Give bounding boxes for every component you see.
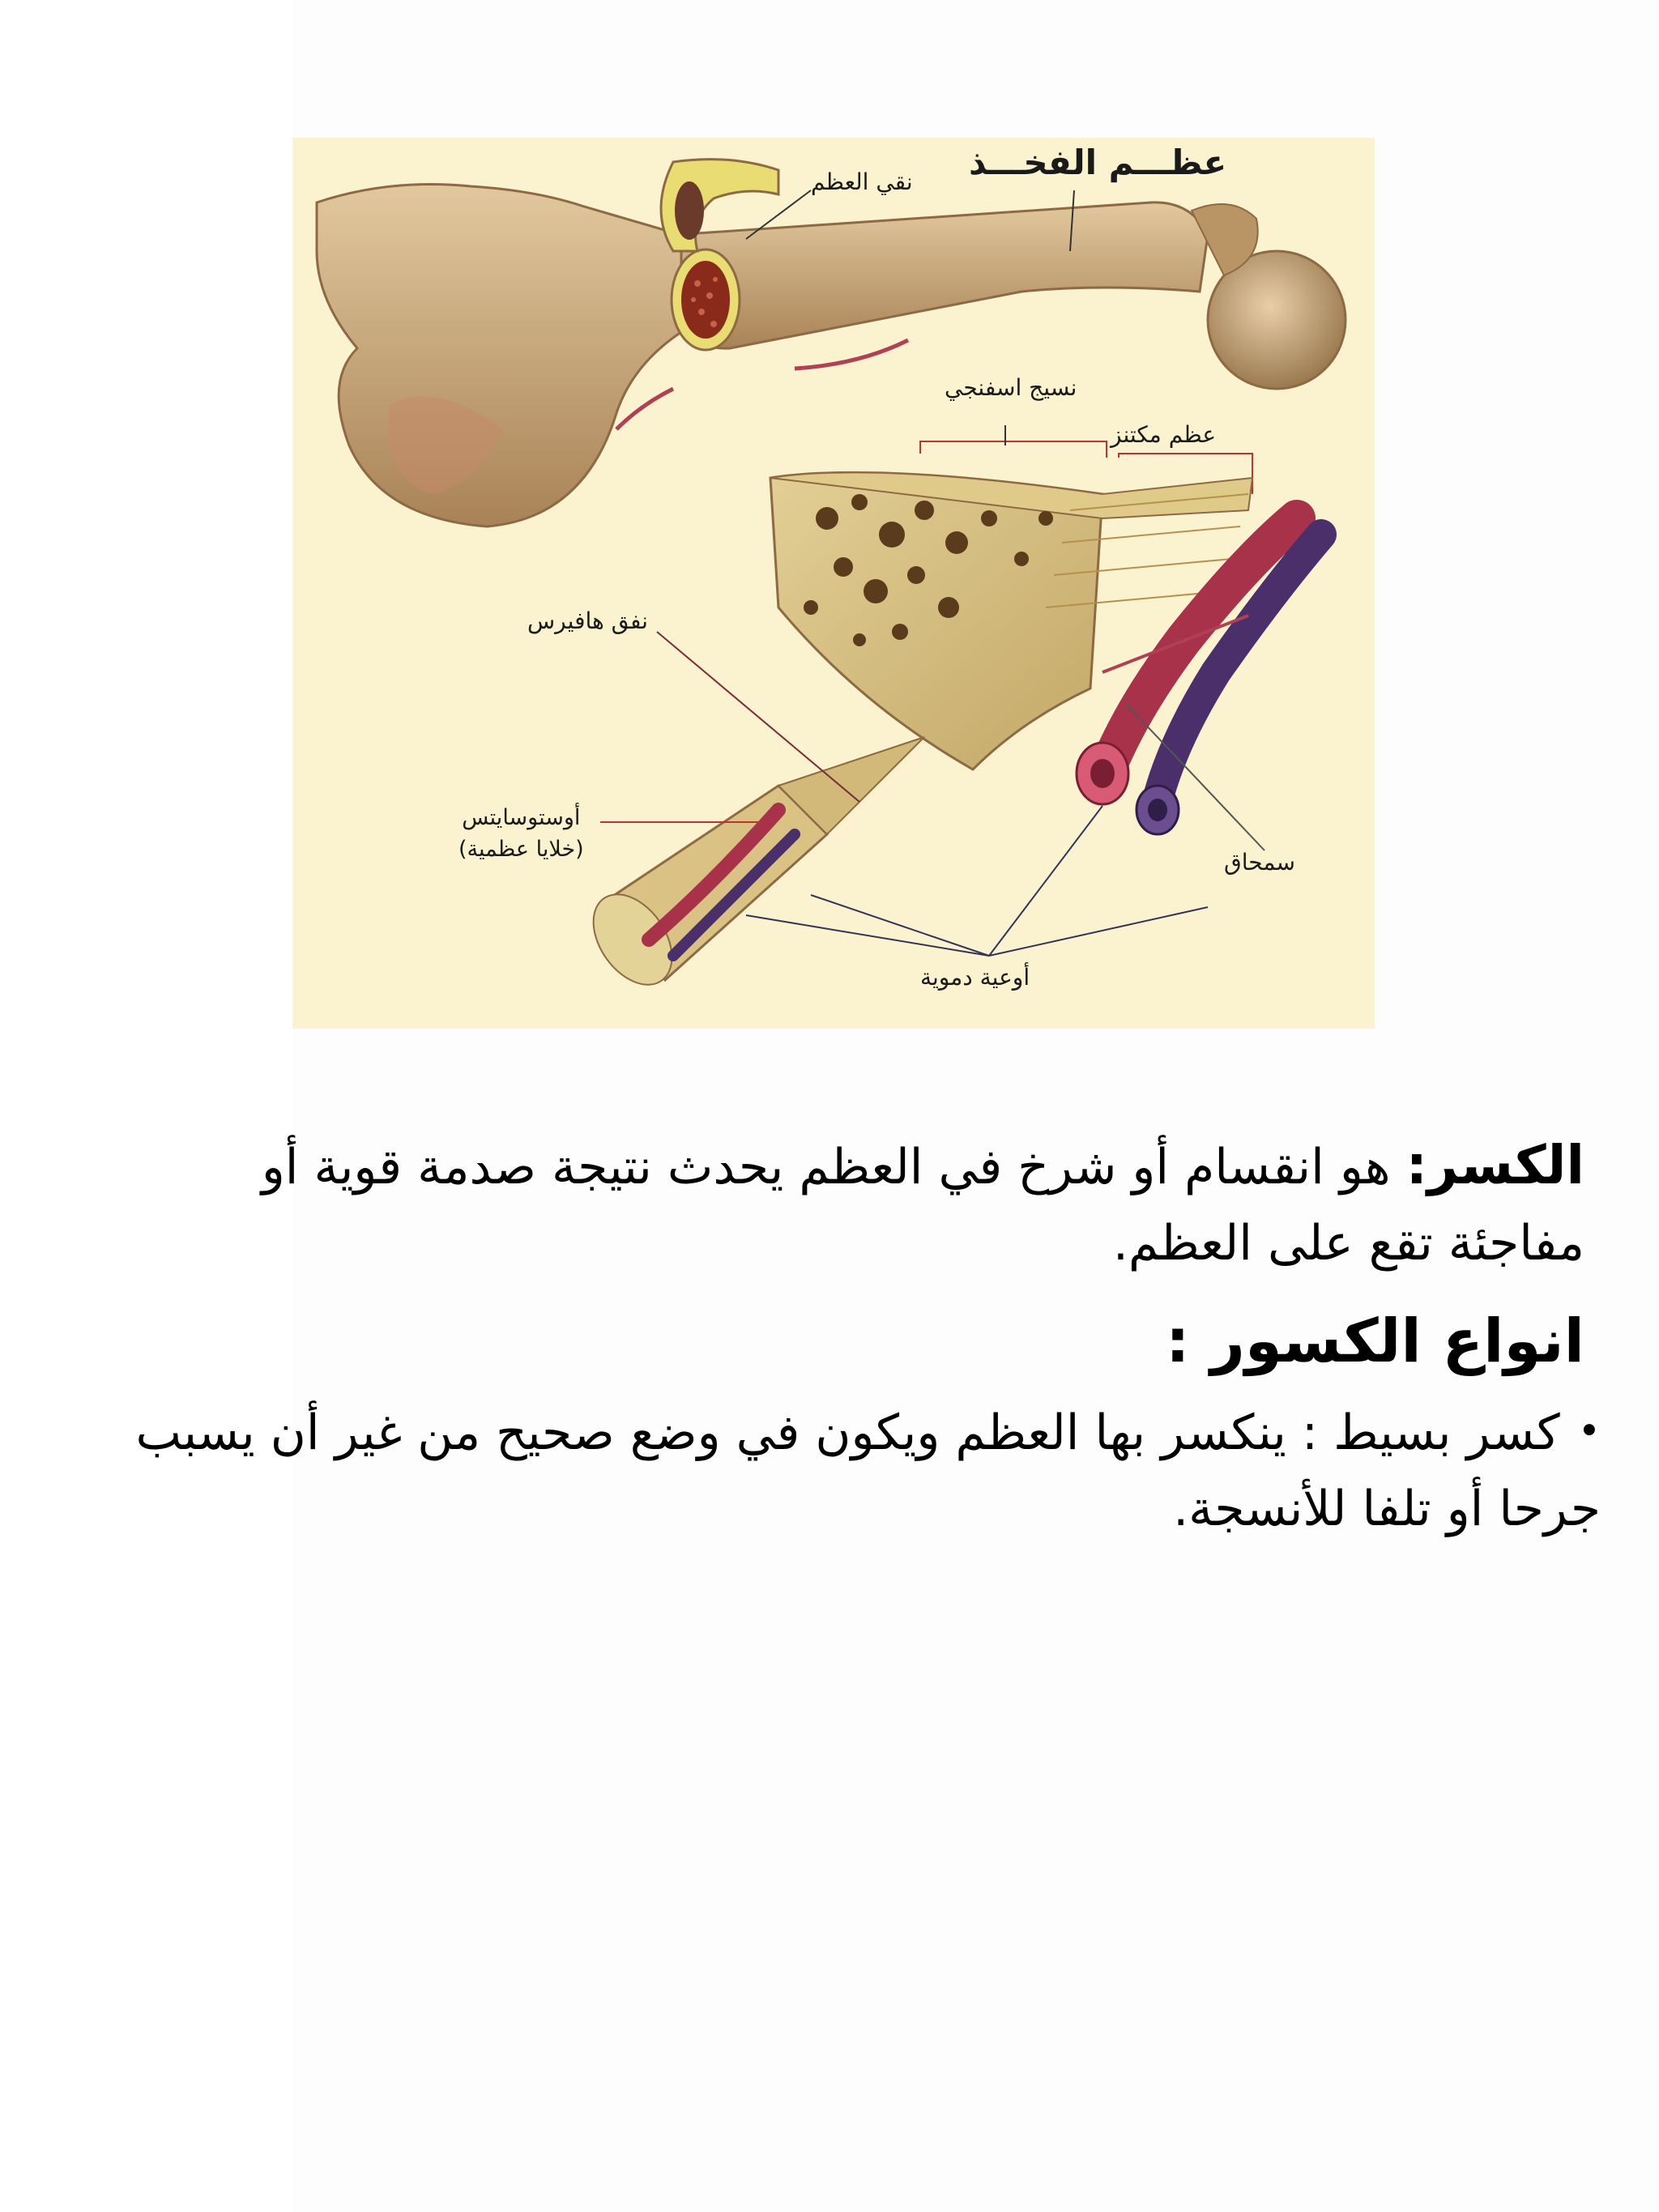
femur-anatomy-figure: [292, 138, 1375, 1029]
fracture-types-heading: انواع الكسور :: [1165, 1306, 1584, 1376]
label-spongy-tissue: نسيج اسفنجي: [945, 374, 1077, 401]
label-osteocytes: [458, 802, 584, 865]
label-femur: عظـــم الفخـــذ: [969, 143, 1227, 182]
bullet-simple-fracture: [118, 1393, 1601, 1547]
label-haversian-canal: نفق هافيرس: [527, 607, 648, 634]
label-blood-vessels: أوعية دموية: [920, 964, 1030, 991]
fracture-definition: [134, 1127, 1584, 1281]
label-compact-bone: عظم مكتنز: [1111, 421, 1217, 448]
label-osteocytes-line1: أوستوسايتس: [462, 805, 581, 830]
definition-text: هو انقسام أو شرخ في العظم يحدث نتيجة صدمة قوية أو مفاجئة تقع على العظم.: [261, 1139, 1584, 1272]
definition-term: الكسر:: [1405, 1134, 1584, 1196]
bullet-text: كسر بسيط : ينكسر بها العظم ويكون في وضع صحيح من غير أن يسبب جرحا أو تلفا للأنسجة.: [135, 1404, 1601, 1537]
label-periosteum: سمحاق: [1224, 849, 1295, 876]
bullet-marker: •: [1577, 1409, 1601, 1454]
femur-illustration: [292, 138, 1375, 1029]
label-bone-marrow: نقي العظم: [811, 168, 913, 195]
label-osteocytes-line2: (خلايا عظمية): [458, 837, 584, 863]
